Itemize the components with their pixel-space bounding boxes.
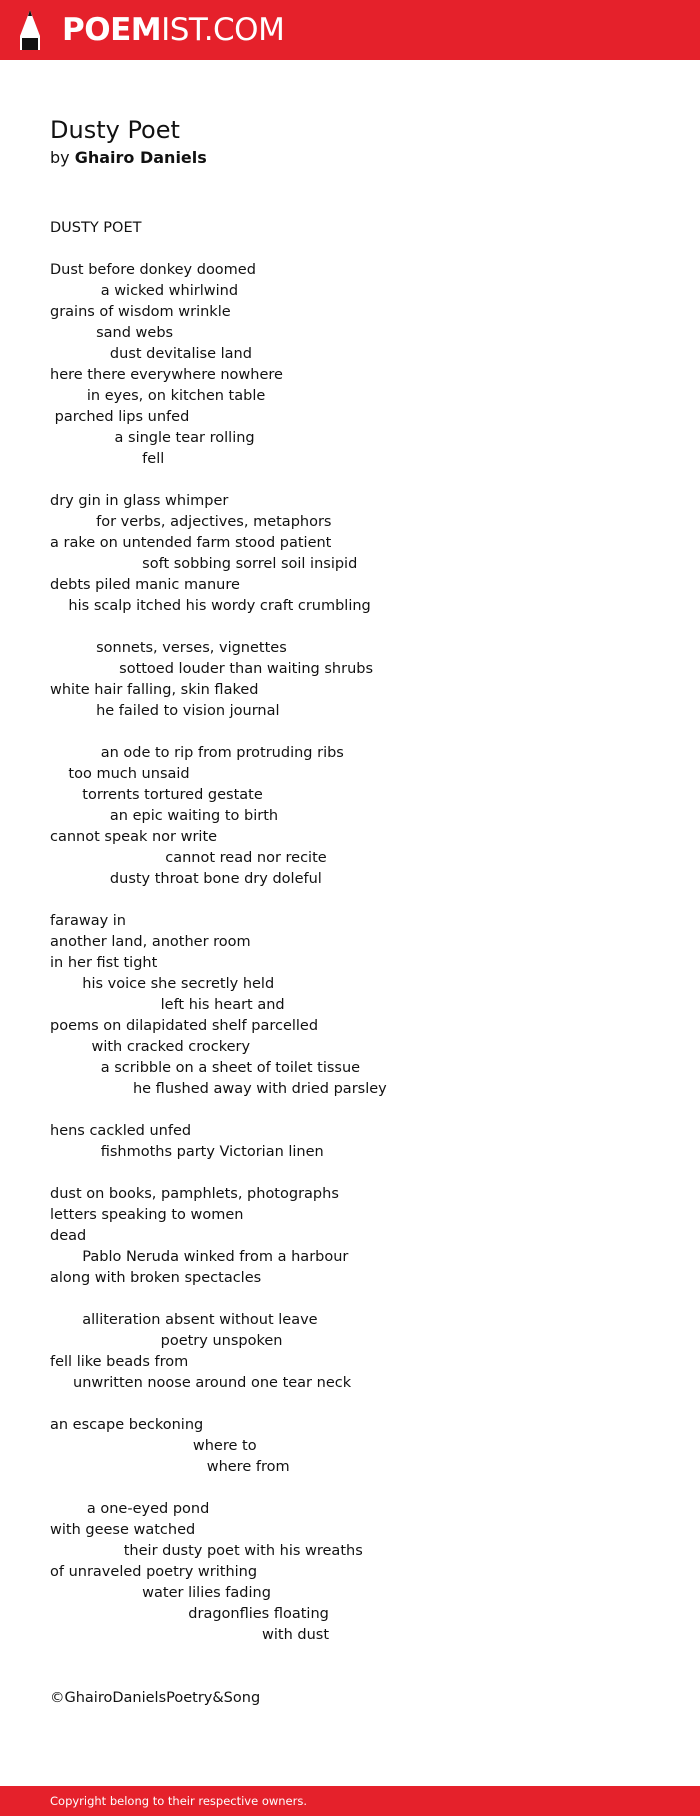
poem-line: where to <box>50 1438 257 1454</box>
poem-line: a wicked whirlwind <box>50 283 239 299</box>
poem-line: in eyes, on kitchen table <box>50 388 266 404</box>
poem-line: along with broken spectacles <box>50 1270 262 1286</box>
poem-line: sand webs <box>50 325 174 341</box>
poem-line: dust on books, pamphlets, photographs <box>50 1186 339 1202</box>
stanza-break <box>50 470 670 491</box>
stanza-break <box>50 722 670 743</box>
poem-title: Dusty Poet <box>50 116 180 144</box>
poem-line: an escape beckoning <box>50 1417 204 1433</box>
poem-line: another land, another room <box>50 934 251 950</box>
poem-line: cannot read nor recite <box>50 850 327 866</box>
poem-line: dusty throat bone dry doleful <box>50 871 322 887</box>
poem-line: parched lips unfed <box>50 409 190 425</box>
poem-line: his voice she secretly held <box>50 976 275 992</box>
stanza-break <box>50 1478 670 1499</box>
poem-line: dust devitalise land <box>50 346 252 362</box>
poem-line: with dust <box>50 1627 330 1643</box>
poem-copyright: ©GhairoDanielsPoetry&Song <box>50 1690 261 1706</box>
poem-line: white hair falling, skin flaked <box>50 682 259 698</box>
pen-nib-logo-icon[interactable] <box>18 10 42 52</box>
poem-line: fishmoths party Victorian linen <box>50 1144 324 1160</box>
stanza-break <box>50 1394 670 1415</box>
poem-line: debts piled manic manure <box>50 577 240 593</box>
poem-line: dragonflies floating <box>50 1606 329 1622</box>
poem-line: hens cackled unfed <box>50 1123 192 1139</box>
poem-line: unwritten noose around one tear neck <box>50 1375 352 1391</box>
site-logo-link[interactable] <box>62 11 284 49</box>
poem-line: his scalp itched his wordy craft crumbling <box>50 598 371 614</box>
poem-line: alliteration absent without leave <box>50 1312 318 1328</box>
poem-line: left his heart and <box>50 997 285 1013</box>
poem-line: dry gin in glass whimper <box>50 493 229 509</box>
poem-line: a one-eyed pond <box>50 1501 210 1517</box>
logo-bold-text: POEM <box>62 12 162 48</box>
poem-line: faraway in <box>50 913 126 929</box>
poem-line: dead <box>50 1228 87 1244</box>
poem-byline <box>50 148 670 168</box>
poem-line: of unraveled poetry writhing <box>50 1564 258 1580</box>
poem-line: an ode to rip from protruding ribs <box>50 745 344 761</box>
poem-line: a scribble on a sheet of toilet tissue <box>50 1060 361 1076</box>
stanza-break <box>50 890 670 911</box>
poem-line: their dusty poet with his wreaths <box>50 1543 363 1559</box>
poem-line: too much unsaid <box>50 766 190 782</box>
stanza-break <box>50 1163 670 1184</box>
poem-line: grains of wisdom wrinkle <box>50 304 231 320</box>
footer-copyright-text: Copyright belong to their respective owners. <box>50 1794 308 1808</box>
poem-line: Pablo Neruda winked from a harbour <box>50 1249 349 1265</box>
poem-line: letters speaking to women <box>50 1207 244 1223</box>
poem-line: sottoed louder than waiting shrubs <box>50 661 374 677</box>
poem-line: he failed to vision journal <box>50 703 280 719</box>
poem-line: fell like beads from <box>50 1354 189 1370</box>
poem-line: poems on dilapidated shelf parcelled <box>50 1018 319 1034</box>
logo-light-text: IST.COM <box>161 12 285 48</box>
by-label: by <box>50 148 70 167</box>
poem-article <box>50 114 670 1709</box>
poem-body <box>50 218 670 1646</box>
poem-line: torrents tortured gestate <box>50 787 263 803</box>
stanza-break <box>50 239 670 260</box>
poem-line: in her fist tight <box>50 955 158 971</box>
poem-line: here there everywhere nowhere <box>50 367 283 383</box>
poem-line: Dust before donkey doomed <box>50 262 256 278</box>
site-header <box>0 0 700 60</box>
poem-line: sonnets, verses, vignettes <box>50 640 287 656</box>
poem-line: DUSTY POET <box>50 220 142 236</box>
poem-line: for verbs, adjectives, metaphors <box>50 514 332 530</box>
poem-line: a rake on untended farm stood patient <box>50 535 332 551</box>
author-name: Ghairo Daniels <box>74 148 207 167</box>
stanza-break <box>50 617 670 638</box>
poem-line: with geese watched <box>50 1522 196 1538</box>
poem-line: where from <box>50 1459 290 1475</box>
poem-line: a single tear rolling <box>50 430 255 446</box>
poem-line: with cracked crockery <box>50 1039 251 1055</box>
stanza-break <box>50 1100 670 1121</box>
poem-line: he flushed away with dried parsley <box>50 1081 387 1097</box>
poem-line: an epic waiting to birth <box>50 808 279 824</box>
stanza-break <box>50 1289 670 1310</box>
poem-line: cannot speak nor write <box>50 829 218 845</box>
poem-line: poetry unspoken <box>50 1333 283 1349</box>
poem-line: fell <box>50 451 165 467</box>
site-footer <box>0 1786 700 1816</box>
poem-line: water lilies fading <box>50 1585 271 1601</box>
poem-line: soft sobbing sorrel soil insipid <box>50 556 358 572</box>
